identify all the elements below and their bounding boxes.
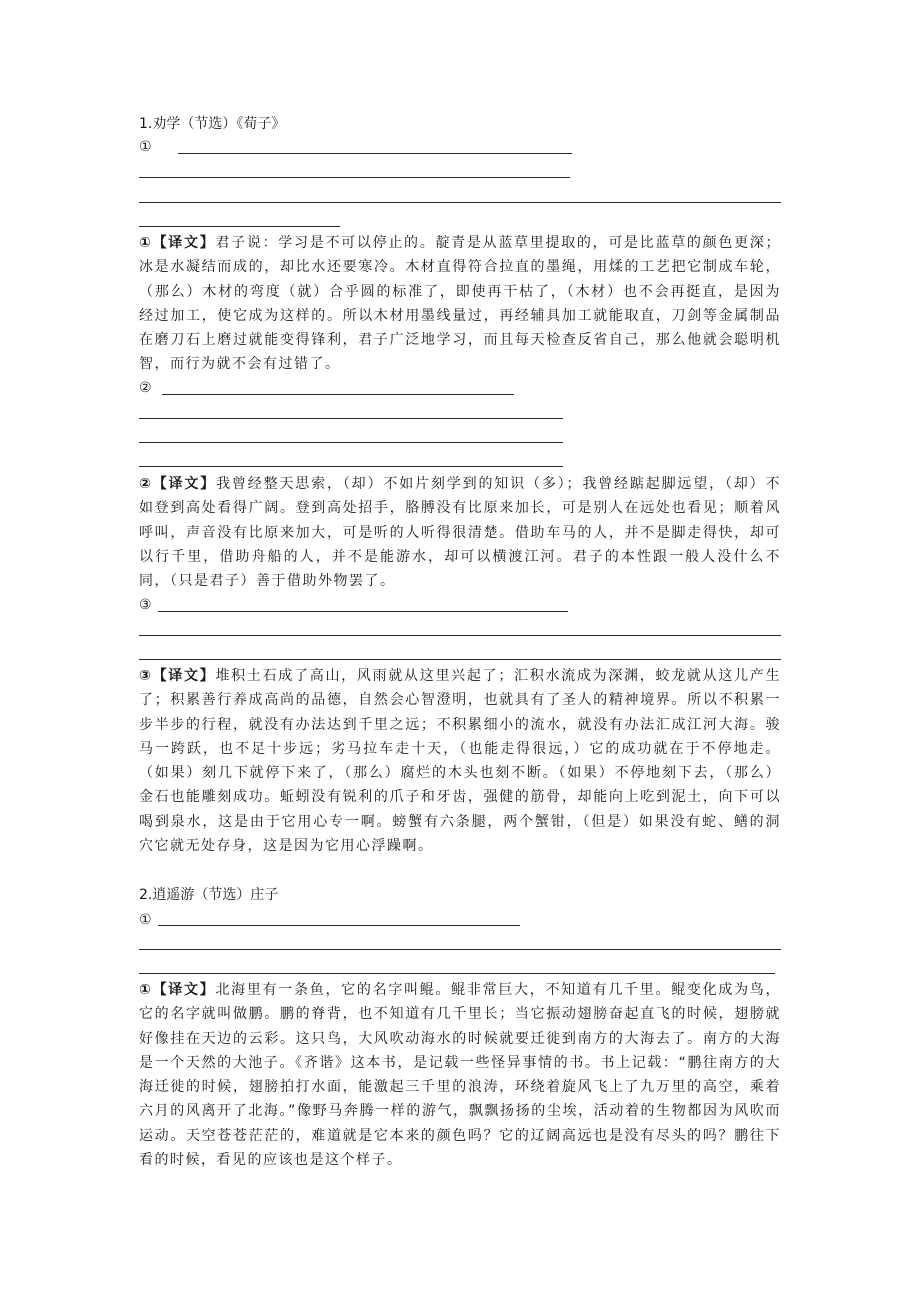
- answer-line: [139, 442, 563, 443]
- answer-line: [139, 226, 340, 227]
- translation-label: ①【译文】: [139, 235, 216, 251]
- answer-line: [162, 394, 514, 395]
- answer-line: [139, 635, 781, 636]
- question-marker: ③: [139, 597, 152, 613]
- translation-text: 我曾经整天思索，（却）不如片刻学到的知识（多）；我曾经踮起脚远望，（却）不如登到高处看得广阔。登到高处招手，胳膊没有比原来加长，可是别人在远处也看见；顺着风呼叫，声音没有比原来加大，可是听的人听得很清楚。借助车马的人，并不是脚走得快，却可以行千里，借助舟船的人，并不是能游水，却可以横渡江河。君子的本性跟一般人没什么不同，（只是君子）善于借助外物罢了。: [139, 476, 781, 590]
- answer-line: [178, 153, 572, 154]
- answer-line: [139, 177, 570, 178]
- section-heading: 2.逍遥游（节选）庄子: [139, 887, 279, 903]
- translation-label: ①【译文】: [139, 982, 216, 998]
- translation-paragraph: [139, 664, 781, 858]
- translation-text: 北海里有一条鱼，它的名字叫鲲。鲲非常巨大，不知道有几千里。鲲变化成为鸟，它的名字就叫做鹏。鹏的脊背，也不知道有几千里长；当它振动翅膀奋起直飞的时候，翅膀就好像挂在天边的云彩。这只鸟，大风吹动海水的时候就要迁徙到南方的大海去了。南方的大海是一个天然的大池子。《齐谐》这本书，是记载一些怪异事情的书。书上记载：“鹏往南方的大海迁徙的时候，翅膀拍打水面，能激起三千里的浪涛，环绕着旋风飞上了九万里的高空，乘着六月的风离开了北海。”像野马奔腾一样的游气，飘飘扬扬的尘埃，活动着的生物都因为风吹而运动。天空苍苍茫茫的，难道就是它本来的颜色吗？它的辽阔高远也是没有尽头的吗？鹏往下看的时候，看见的应该也是这个样子。: [139, 982, 781, 1169]
- translation-paragraph: [139, 472, 781, 593]
- question-marker: ②: [139, 380, 152, 396]
- translation-paragraph: [139, 978, 781, 1172]
- answer-line: [139, 973, 775, 974]
- answer-line: [139, 418, 563, 419]
- answer-line: [139, 466, 563, 467]
- translation-text: 堆积土石成了高山，风雨就从这里兴起了；汇积水流成为深渊，蛟龙就从这儿产生了；积累善行养成高尚的品德，自然会心智澄明，也就具有了圣人的精神境界。所以不积累一步半步的行程，就没有办法达到千里之远；不积累细小的流水，就没有办法汇成江河大海。骏马一跨跃，也不足十步远；劣马拉车走十天，（也能走得很远，）它的成功就在于不停地走。（如果）刻几下就停下来了，（那么）腐烂的木头也刻不断。（如果）不停地刻下去，（那么）金石也能雕刻成功。蚯蚓没有锐利的爪子和牙齿，强健的筋骨，却能向上吃到泥土，向下可以喝到泉水，这是由于它用心专一啊。螃蟹有六条腿，两个蟹钳，（但是）如果没有蛇、鳝的洞穴它就无处存身，这是因为它用心浮躁啊。: [139, 668, 781, 855]
- answer-line: [139, 202, 781, 203]
- translation-text: 君子说：学习是不可以停止的。靛青是从蓝草里提取的，可是比蓝草的颜色更深；冰是水凝结而成的，却比水还要寒冷。木材直得符合拉直的墨绳，用煣的工艺把它制成车轮，（那么）木材的弯度（就）合乎圆的标准了，即使再干枯了，（木材）也不会再挺直，是因为经过加工，使它成为这样的。所以木材用墨线量过，再经辅具加工就能取直，刀剑等金属制品在磨刀石上磨过就能变得锋利，君子广泛地学习，而且每天检查反省自己，那么他就会聪明机智，而行为就不会有过错了。: [139, 235, 781, 373]
- answer-line: [139, 659, 781, 660]
- answer-line: [158, 925, 520, 926]
- translation-label: ③【译文】: [139, 668, 216, 684]
- answer-line: [158, 611, 568, 612]
- question-marker: ①: [139, 912, 152, 928]
- question-marker: ①: [139, 139, 152, 155]
- translation-paragraph: [139, 231, 781, 377]
- section-heading: 1.劝学（节选）《荀子》: [139, 116, 286, 132]
- answer-line: [139, 949, 781, 950]
- translation-label: ②【译文】: [139, 476, 217, 492]
